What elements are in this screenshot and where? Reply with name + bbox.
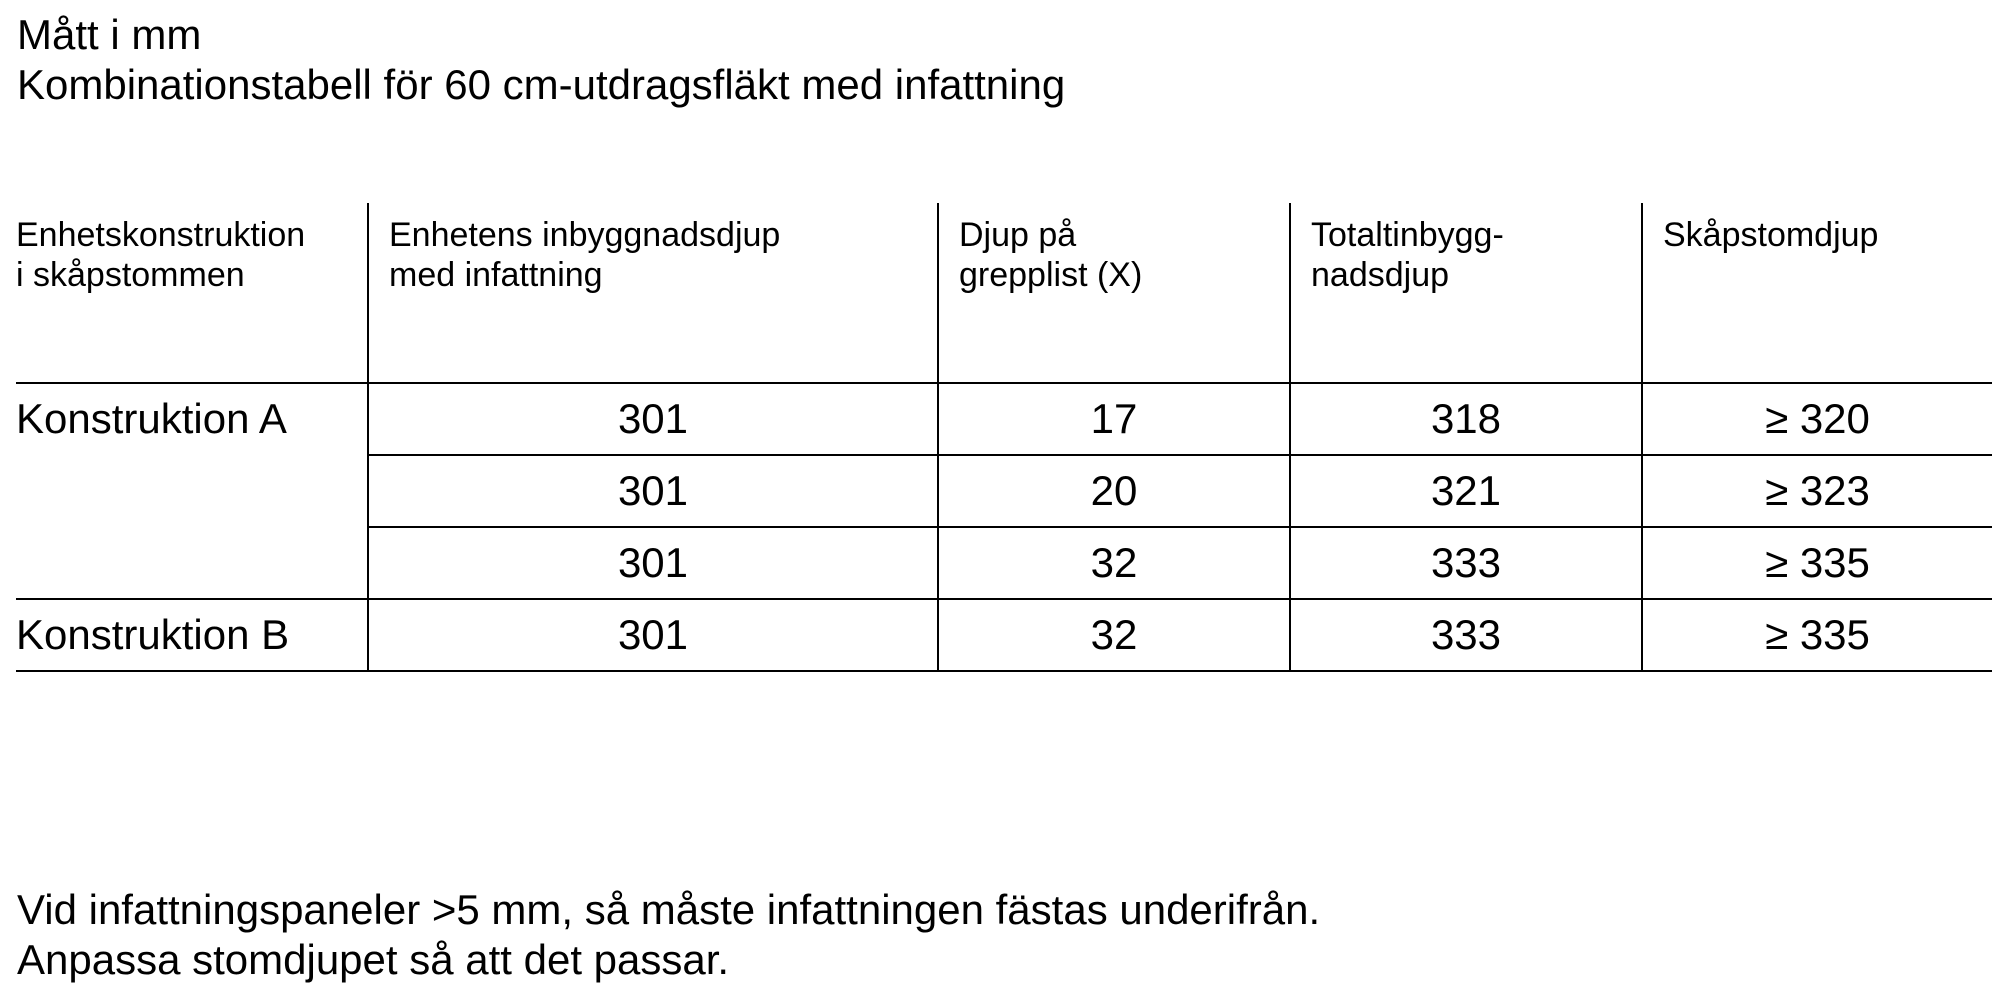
- heading-title: Kombinationstabell för 60 cm-utdragsfläkt med infattning: [17, 61, 1066, 108]
- construction-a-label: Konstruktion A: [16, 383, 368, 599]
- header-grip-depth: [938, 203, 1290, 383]
- heading-units: Mått i mm: [17, 11, 202, 58]
- footnote-adjust-depth: Anpassa stomdjupet så att det passar.: [17, 936, 730, 983]
- table-cell: ≥ 335: [1642, 527, 1992, 599]
- header-text: nadsdjup: [1311, 256, 1450, 294]
- table-cell: ≥ 335: [1642, 599, 1992, 671]
- table-cell: 333: [1290, 527, 1642, 599]
- header-construction: [16, 203, 368, 383]
- header-text: Djup på: [959, 216, 1077, 254]
- table-cell: 32: [938, 527, 1290, 599]
- table-row: [16, 599, 1992, 671]
- construction-b-label: Konstruktion B: [16, 599, 368, 671]
- table-cell: 20: [938, 455, 1290, 527]
- header-total-depth: [1290, 203, 1642, 383]
- header-text: Skåpstomdjup: [1663, 216, 1879, 254]
- table-cell: 318: [1290, 383, 1642, 455]
- table-header-row: [16, 203, 1992, 383]
- header-text: Enhetens inbyggnadsdjup: [389, 216, 781, 254]
- table-row: [16, 383, 1992, 455]
- combination-table: [16, 203, 1992, 672]
- header-text: grepplist (X): [959, 256, 1143, 294]
- table-cell: 333: [1290, 599, 1642, 671]
- table-cell: 321: [1290, 455, 1642, 527]
- table-cell: 301: [368, 455, 938, 527]
- header-text: Totaltinbygg-: [1311, 216, 1504, 254]
- header-text: med infattning: [389, 256, 603, 294]
- header-cabinet-depth: [1642, 203, 1992, 383]
- table-cell: ≥ 320: [1642, 383, 1992, 455]
- table-cell: 32: [938, 599, 1290, 671]
- table-cell: 301: [368, 383, 938, 455]
- header-text: Enhetskonstruktion: [16, 216, 306, 254]
- table-cell: 17: [938, 383, 1290, 455]
- header-unit-depth: [368, 203, 938, 383]
- header-text: i skåpstommen: [16, 256, 245, 294]
- table-cell: 301: [368, 599, 938, 671]
- footnote-panel-mounting: Vid infattningspaneler >5 mm, så måste infattningen fästas underifrån.: [17, 886, 1321, 933]
- table-cell: 301: [368, 527, 938, 599]
- table-cell: ≥ 323: [1642, 455, 1992, 527]
